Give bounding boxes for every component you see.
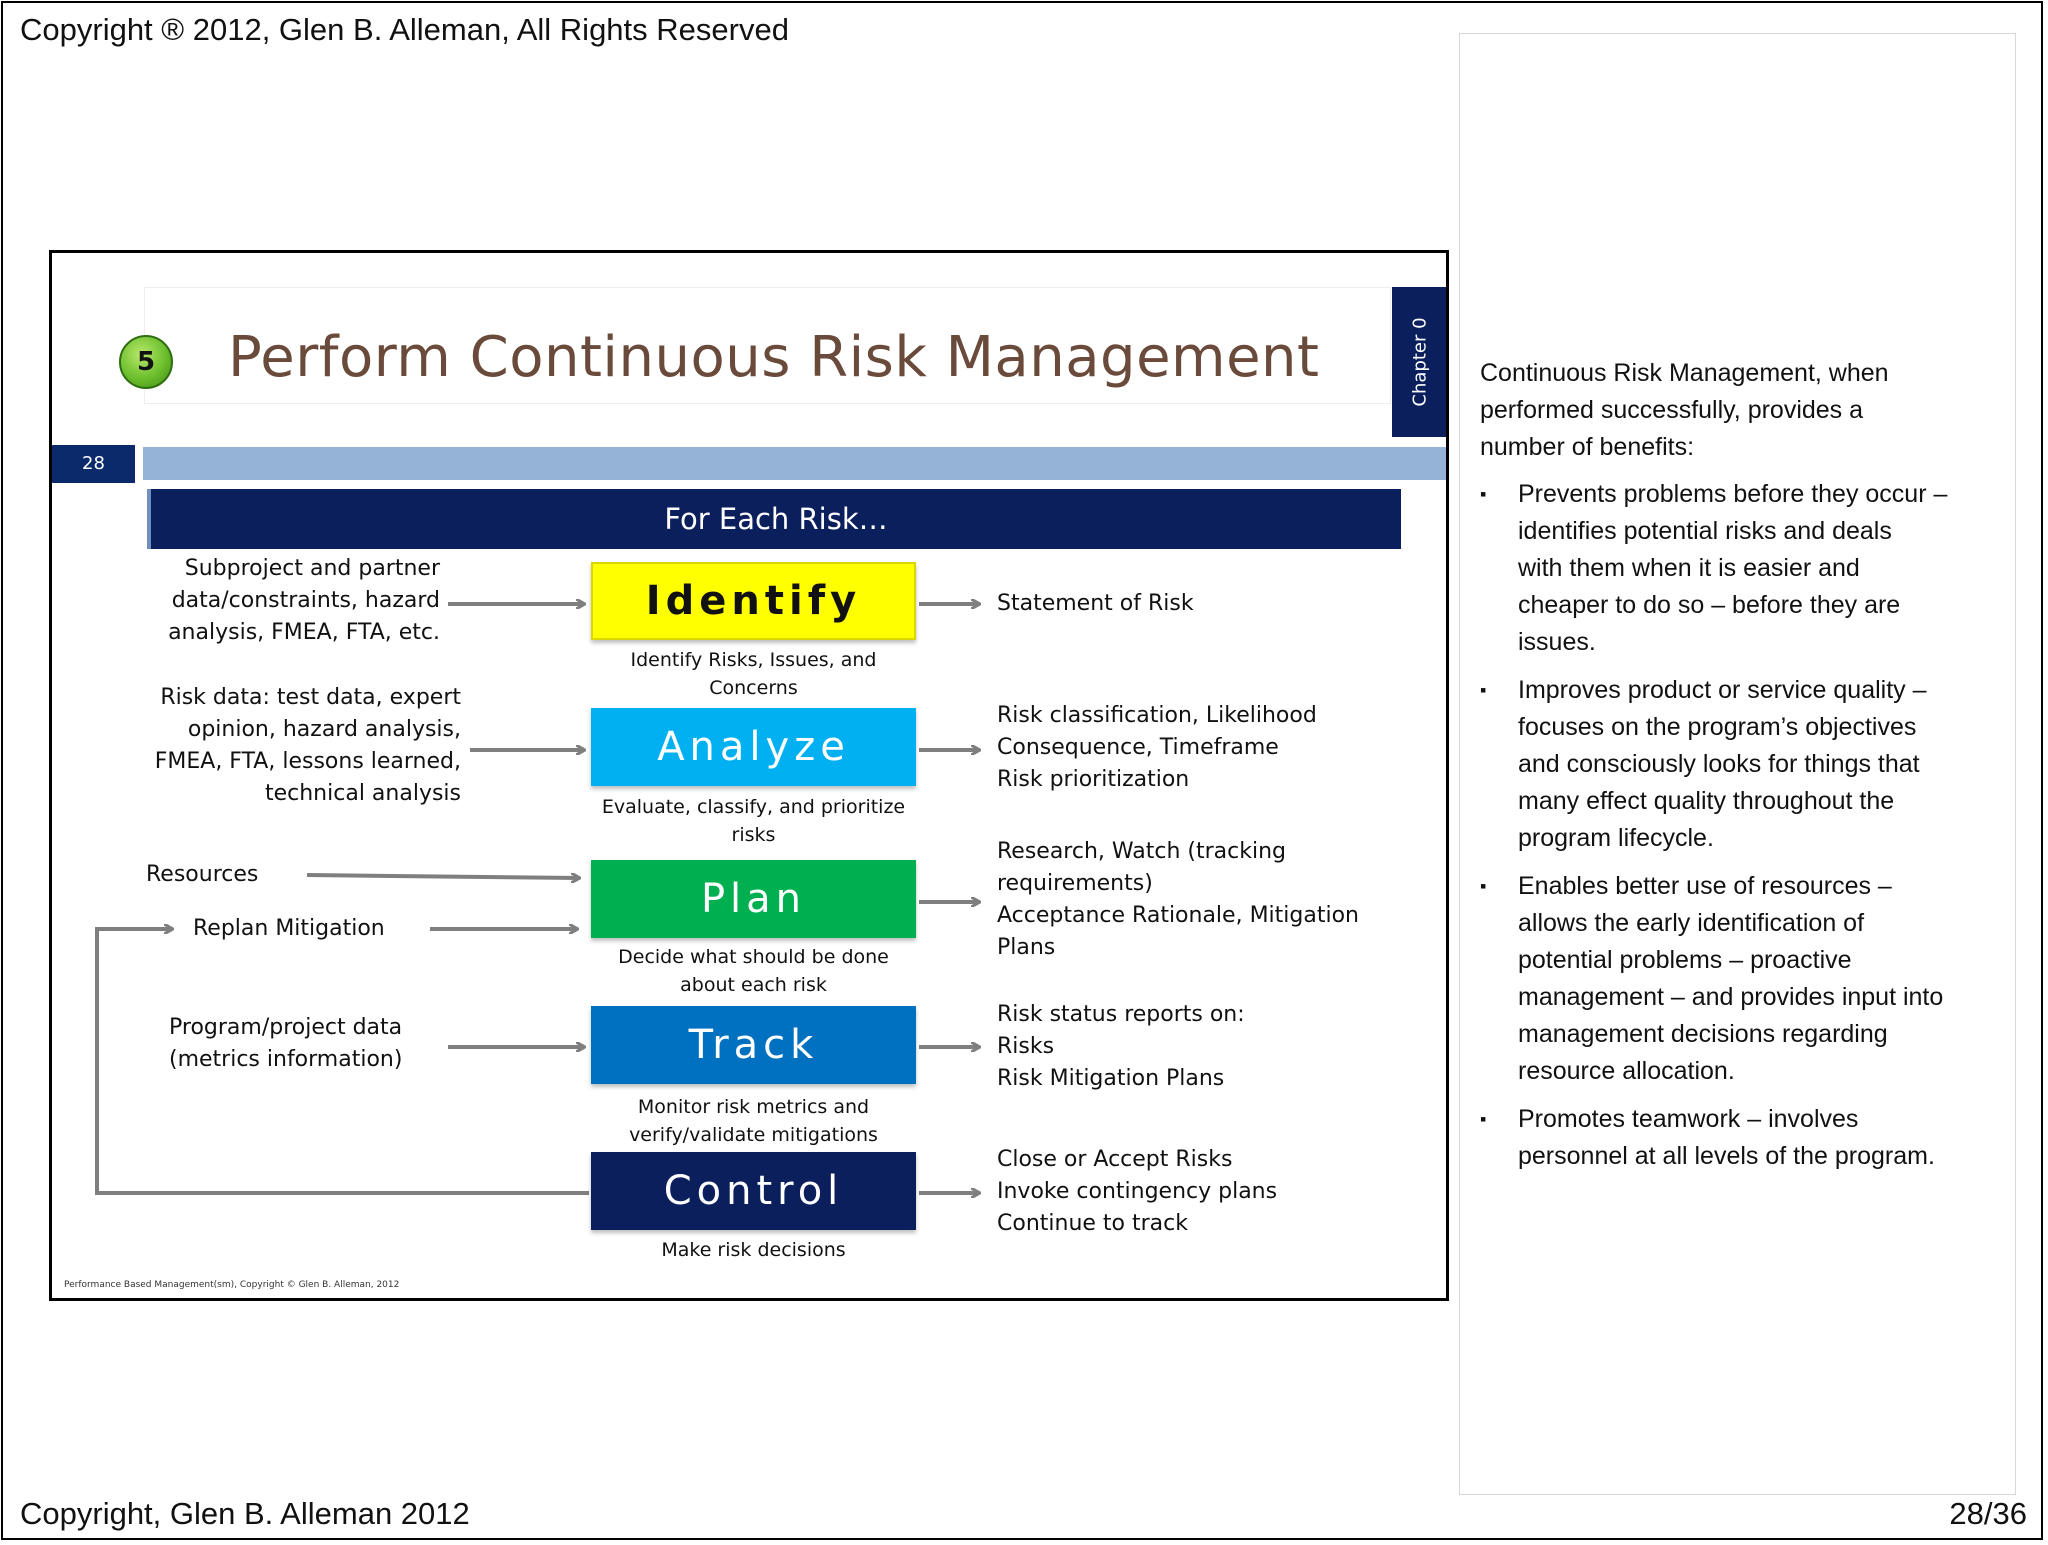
step-track-caption: Monitor risk metrics and verify/validate mitigations — [629, 1096, 878, 1146]
bullet-icon: ▪ — [1480, 680, 1487, 700]
slide — [49, 250, 1449, 1301]
step-control-caption: Make risk decisions — [661, 1239, 846, 1261]
step-track-box: Track — [591, 1006, 916, 1084]
slide-page-number: 28 — [52, 445, 135, 483]
step-plan-caption: Decide what should be done about each risk — [618, 946, 889, 996]
step-analyze-box: Analyze — [591, 708, 916, 786]
step-number-badge: 5 — [119, 335, 173, 389]
step-plan-box: Plan — [591, 860, 916, 938]
speaker-notes — [1480, 355, 2010, 1186]
step-control-box: Control — [591, 1152, 916, 1230]
step-identify-caption: Identify Risks, Issues, and Concerns — [630, 649, 877, 699]
slide-title: Perform Continuous Risk Management — [228, 325, 1320, 390]
list-item: ▪ Promotes teamwork – involves personnel at all levels of the program. — [1480, 1101, 2010, 1175]
list-item: ▪ Prevents problems before they occur – identifies potential risks and deals with them when it is easier and cheaper to do so – before they are issues. — [1480, 476, 2010, 661]
output-identify-text: Statement of Risk — [997, 591, 1194, 616]
for-each-risk-banner: For Each Risk… — [147, 489, 1401, 549]
list-item: ▪ Enables better use of resources – allows the early identification of potential problems – proactive management – and provides input into management decisions regarding resource allocation. — [1480, 868, 2010, 1090]
bullet-icon: ▪ — [1480, 1109, 1487, 1129]
step-identify-box: Identify — [591, 562, 916, 640]
notes-intro: Continuous Risk Management, when performed successfully, provides a number of benefits: — [1480, 359, 1889, 461]
slide-footer-note: Performance Based Management(sm), Copyright © Glen B. Alleman, 2012 — [64, 1280, 400, 1290]
input-track-text: Program/project data (metrics information) — [169, 1015, 403, 1072]
header-copyright: Copyright ® 2012, Glen B. Alleman, All Rights Reserved — [20, 12, 789, 47]
input-analyze-text: Risk data: test data, expert opinion, hazard analysis, FMEA, FTA, lessons learned, technical analysis — [154, 685, 461, 806]
footer-copyright: Copyright, Glen B. Alleman 2012 — [20, 1496, 470, 1531]
list-item: ▪ Improves product or service quality – focuses on the program’s objectives and consciously looks for things that many effect quality throughout the program lifecycle. — [1480, 672, 2010, 857]
input-identify-text: Subproject and partner data/constraints, hazard analysis, FMEA, FTA, etc. — [168, 556, 440, 645]
output-plan-text: Research, Watch (tracking requirements) Acceptance Rationale, Mitigation Plans — [997, 839, 1359, 960]
chapter-label: Chapter 0 — [1409, 317, 1431, 407]
output-analyze-text: Risk classification, Likelihood Consequence, Timeframe Risk prioritization — [997, 703, 1317, 792]
output-track-text: Risk status reports on: Risks Risk Mitigation Plans — [997, 1002, 1245, 1091]
step-analyze-caption: Evaluate, classify, and prioritize risks — [601, 796, 906, 846]
input-resources-text: Resources — [146, 862, 259, 887]
arrow-input-resources — [307, 875, 579, 878]
input-replan-text: Replan Mitigation — [193, 916, 385, 941]
footer-page-number: 28/36 — [1949, 1496, 2027, 1531]
bullet-icon: ▪ — [1480, 876, 1487, 896]
benefits-list — [1480, 476, 2010, 1175]
output-control-text: Close or Accept Risks Invoke contingency plans Continue to track — [997, 1147, 1278, 1236]
bullet-icon: ▪ — [1480, 484, 1487, 504]
